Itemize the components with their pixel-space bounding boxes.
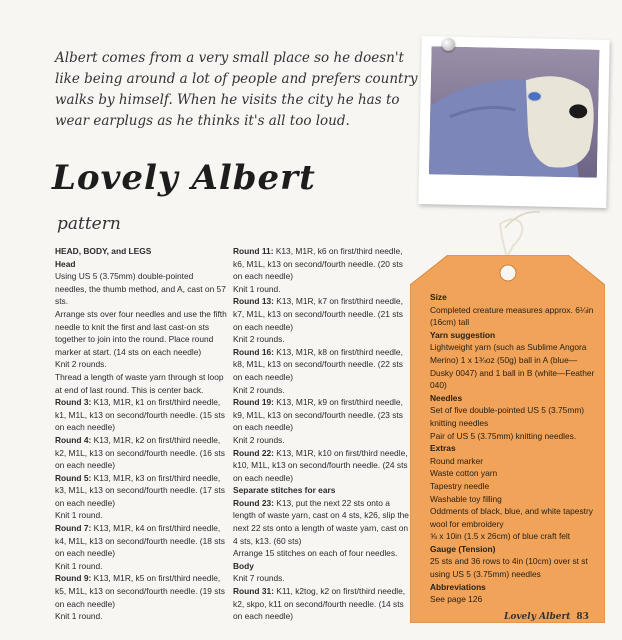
tag-heading: Abbreviations <box>430 581 486 592</box>
col1-heading: Round 9: <box>55 573 92 584</box>
col1-text: Arrange sts over four needles and use the fifth needle to knit the first and last cast-on sts together to join into the round. Place round marker at start. (14 sts on each needle) <box>55 308 227 357</box>
col2-text: K13, M1R, k9 on first/third needle, k9, M1L, k13 on second/fourth needle. (23 sts on each needle) <box>233 397 403 433</box>
page-number: 83 <box>576 612 589 622</box>
tag-text: See page 126 <box>430 594 483 605</box>
tag-paragraph <box>430 304 600 329</box>
col2-text: K13, M1R, k8 on first/third needle, k8, M1L, k13 on second/fourth needle. (22 sts on each needle) <box>233 346 403 382</box>
tag-heading: Size <box>430 292 447 302</box>
tag-details <box>430 291 600 606</box>
tag-heading: Yarn suggestion <box>430 329 496 340</box>
col2-text: K13, M1R, k6 on first/third needle, k6, M1L, k13 on second/fourth needle. (20 sts on each needle) <box>233 246 403 282</box>
col1-text: K13, M1R, k4 on first/third needle, k4, M1L, k13 on second/fourth needle. (18 sts on each needle) <box>55 523 225 559</box>
col2-heading: Round 13: <box>233 296 274 307</box>
tag-text: Pair of US 5 (3.75mm) knitting needles. <box>430 430 577 441</box>
tag-paragraph <box>430 404 600 429</box>
col2-heading: Round 22: <box>233 447 274 458</box>
col2-text: K13, put the next 22 sts onto a length of waste yarn, cast on 4 sts, k26, slip the next 22 sts onto a length of waste yarn, cast on 4 sts, k13. (60 sts) <box>233 497 409 546</box>
page-footer <box>504 612 589 622</box>
col2-text: Knit 2 rounds. <box>233 434 285 445</box>
tag-text: Tapestry needle <box>430 480 490 491</box>
col1-heading: Round 5: <box>55 472 92 483</box>
tag-paragraph <box>430 581 600 594</box>
col1-text: Knit 2 rounds. <box>55 359 107 370</box>
tag-paragraph <box>430 455 600 468</box>
tag-text: Washable toy filling <box>430 493 502 504</box>
col2-heading: Round 16: <box>233 346 274 357</box>
col2-heading: Round 23: <box>233 497 274 508</box>
materials-tag <box>410 255 605 623</box>
tag-paragraph <box>430 505 600 530</box>
tag-heading: Gauge (Tension) <box>430 543 496 554</box>
tag-paragraph <box>430 530 600 543</box>
tag-text: Waste cotton yarn <box>430 468 498 479</box>
tag-heading: Extras <box>430 443 456 454</box>
col2-heading: Round 19: <box>233 397 274 408</box>
pattern-subtitle: pattern <box>57 214 121 234</box>
col2-text: Knit 2 rounds. <box>233 334 285 345</box>
col1-heading: HEAD, BODY, and LEGS <box>55 246 152 256</box>
col1-text: Thread a length of waste yarn through st loop at end of last round. This is center back. <box>55 371 224 395</box>
col1-heading: Round 3: <box>55 397 92 408</box>
col1-text: K13, M1R, k5 on first/third needle, k5, M1L, k13 on second/fourth needle. (19 sts on each needle) <box>55 573 225 609</box>
tag-heading: Needles <box>430 392 463 403</box>
col1-text: K13, M1R, k1 on first/third needle, k1, M1L, k13 on second/fourth needle. (15 sts on each needle) <box>55 397 225 433</box>
col2-text: Knit 1 round. <box>233 283 281 294</box>
tag-paragraph <box>430 329 600 342</box>
col1-text: Knit 1 round. <box>55 611 103 622</box>
tag-paragraph <box>430 555 600 580</box>
col1-heading: Round 7: <box>55 523 92 534</box>
col2-text: Knit 2 rounds. <box>233 384 285 395</box>
col2-text: K13, M1R, k7 on first/third needle, k7, M1L, k13 on second/fourth needle. (21 sts on each needle) <box>233 296 403 332</box>
tag-paragraph <box>430 593 600 606</box>
tag-paragraph <box>430 392 600 405</box>
col1-heading: Head <box>55 258 76 269</box>
tag-text: Oddments of black, blue, and white tapestry wool for embroidery <box>430 506 593 529</box>
tag-paragraph <box>430 493 600 506</box>
tag-text: Set of five double-pointed US 5 (3.75mm) knitting needles <box>430 405 585 428</box>
col2-text: K11, k2tog, k2 on first/third needle, k2, skpo, k11 on second/fourth needle. (14 sts on each needle) <box>233 586 406 622</box>
col1-text: K13, M1R, k3 on first/third needle, k3, M1L, k13 on second/fourth needle. (17 sts on each needle) <box>55 472 225 508</box>
tag-text: Round marker <box>430 455 484 466</box>
intro-text: Albert comes from a very small place so he doesn't like being around a lot of people and prefers country walks by himself. When he visits the city he has to wear earplugs as he thinks it's all too loud. <box>55 50 418 129</box>
col1-text: Knit 1 round. <box>55 560 103 571</box>
tag-text: Completed creature measures approx. 6¼in (16cm) tall <box>430 304 594 328</box>
tag-text: 25 sts and 36 rows to 4in (10cm) over st st using US 5 (3.75mm) needles <box>430 556 588 580</box>
tag-paragraph <box>430 430 600 443</box>
footer-label: Lovely Albert <box>504 612 571 622</box>
tag-text: Lightweight yarn (such as Sublime Angora Merino) 1 x 1¾oz (50g) ball in A (blue—Dusky 0047) and 1 ball in B (white—Feather 040) <box>430 342 595 391</box>
tag-text: ⅝ x 10in (1.5 x 26cm) of blue craft felt <box>430 531 571 542</box>
col1-text: Using US 5 (3.75mm) double-pointed needles, the thumb method, and A, cast on 57 sts. <box>55 271 226 307</box>
col1-text: K13, M1R, k2 on first/third needle, k2, M1L, k13 on second/fourth needle. (16 sts on each needle) <box>55 434 225 471</box>
tag-paragraph <box>430 341 600 391</box>
col2-heading: Separate stitches for ears <box>233 485 336 496</box>
col2-text: K13, M1R, k10 on first/third needle, k10, M1L, k13 on second/fourth needle. (24 sts on each needle) <box>233 447 408 483</box>
tag-paragraph <box>430 467 600 480</box>
col2-heading: Round 31: <box>233 586 274 597</box>
page-title: Lovely Albert <box>52 158 316 198</box>
col1-heading: Round 4: <box>55 434 92 445</box>
col2-text: Arrange 15 stitches on each of four needles. <box>233 548 398 559</box>
col2-text: Knit 7 rounds. <box>233 573 285 584</box>
col1-text: Knit 1 round. <box>55 510 103 521</box>
col2-heading: Round 11: <box>233 246 274 256</box>
tag-paragraph <box>430 291 600 304</box>
tag-paragraph <box>430 543 600 556</box>
col2-heading: Body <box>233 560 254 571</box>
tag-paragraph <box>430 442 600 455</box>
tag-paragraph <box>430 480 600 493</box>
